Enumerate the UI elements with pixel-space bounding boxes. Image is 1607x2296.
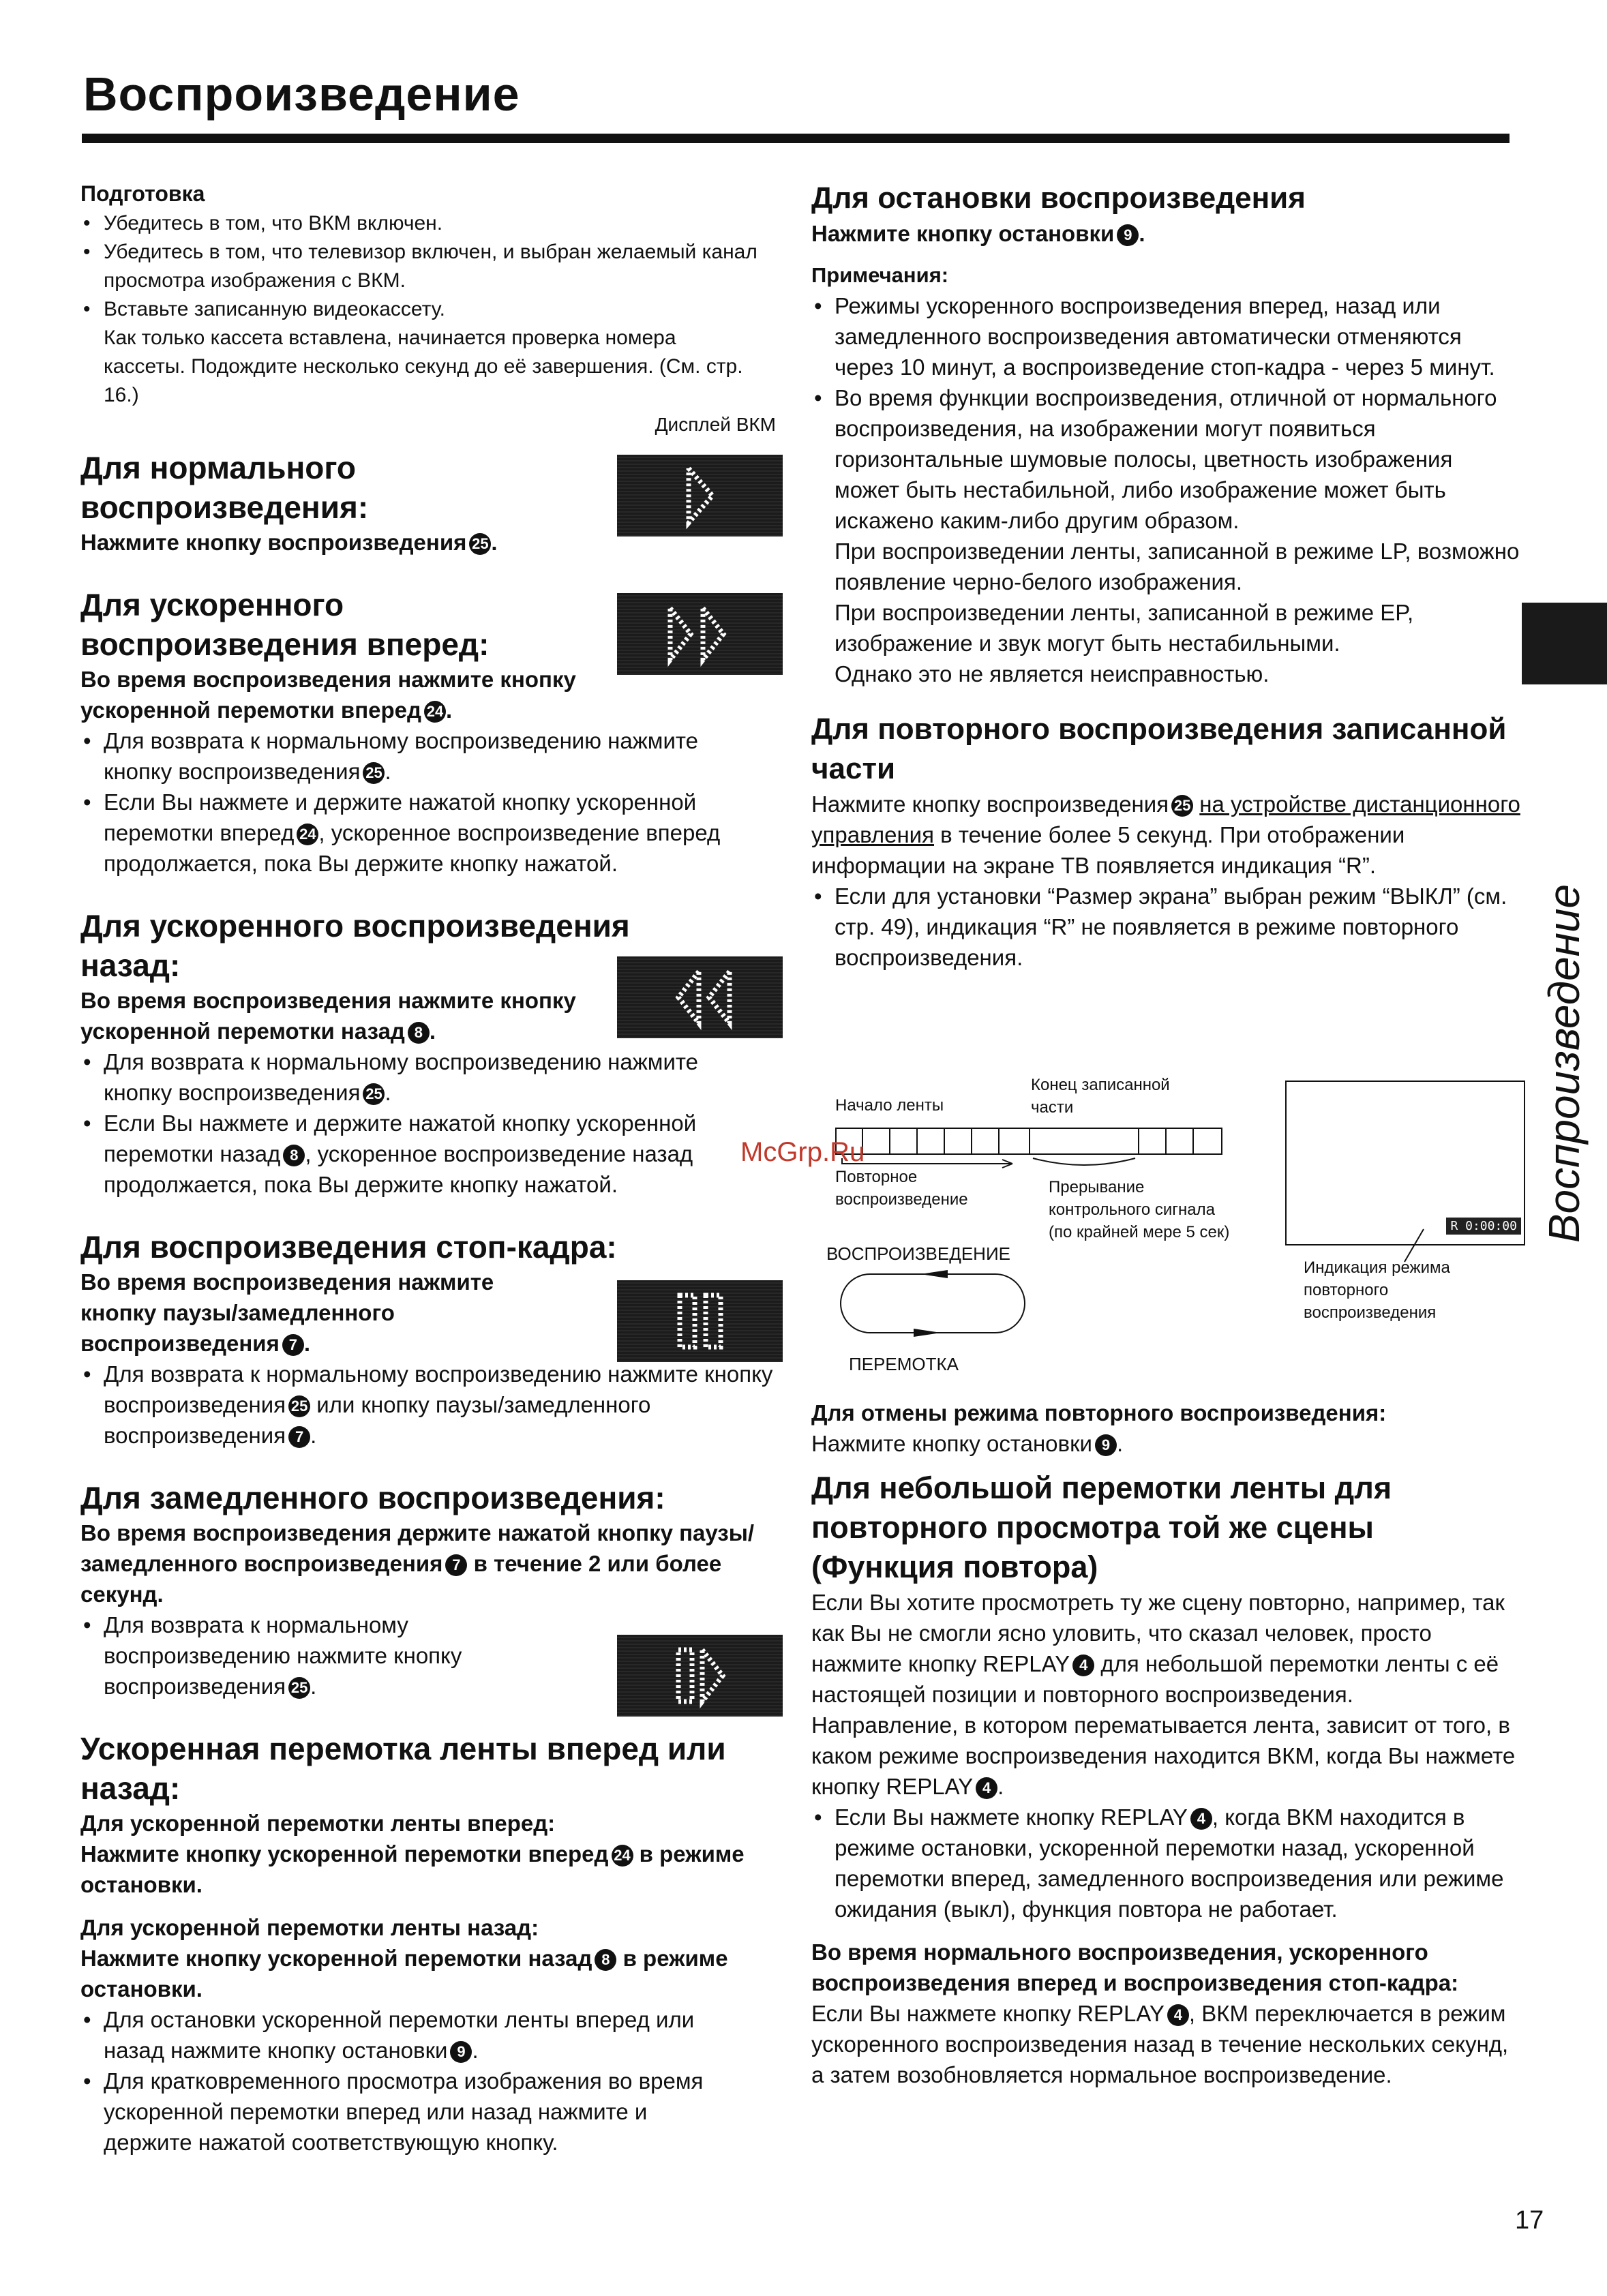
right-column-lower [811,1398,1520,2090]
tape-heading: Ускоренная перемотка ленты вперед или назад: [80,1731,726,1806]
tape-section: Ускоренная перемотка ленты вперед или назад: Для ускоренной перемотки ленты вперед: Нажмите кнопку ускоренной перемотки вперед 24 в режиме остановки. Для ускоренной перемотки ленты назад: Нажмите кнопку ускоренной перемотки назад 8 в режиме остановки. • Для остановки ускоренной перемотки ленты вперед или назад нажмите кнопку остановки 9 . • Для кратковременного просмотра изображения во время ускоренной перемотки вперед или назад нажмите и держите нажатой соответствующую кнопку. [80,1729,783,2158]
rew-heading: Для ускоренного воспроизведения назад: [80,908,630,983]
stop-section: Для остановки воспроизведения Нажмите кнопку остановки 9 . [811,179,1520,249]
normal-heading: Для нормального воспроизведения: [80,450,369,525]
diagram-tape-start: Начало ленты [835,1096,944,1115]
button-number-badge: 25 [363,762,385,784]
repeat-indicator: R 0:00:00 [1446,1218,1521,1235]
cancel-section: Для отмены режима повторного воспроизведения: Нажмите кнопку остановки 9 . [811,1398,1520,1459]
display-label: Дисплей ВКМ [655,414,776,435]
play-icon [617,455,783,537]
list-item: • Для возврата к нормальному воспроизведению нажмите кнопку воспроизведения 25 . [80,725,735,787]
button-number-badge: 25 [363,1083,385,1105]
button-number-badge: 25 [469,533,491,555]
list-item: • Если Вы нажмете и держите нажатой кнопку ускоренной перемотки назад 8 , ускоренное воспроизведение назад продолжается, пока Вы держите кнопку нажатой. [80,1108,735,1200]
repeat-heading: Для повторного воспроизведения записанной части [811,712,1507,785]
button-number-badge: 25 [288,1395,310,1417]
button-number-badge: 4 [976,1777,997,1799]
replay-list [811,1802,1520,1924]
tape-list [80,2004,735,2158]
diagram-rec-end: Конец записанной части [1031,1076,1170,1117]
left-column [80,179,783,2158]
repeat-diagram [818,1074,1527,1387]
slow-section: Для замедленного воспроизведения: Во время воспроизведения держите нажатой кнопку паузы/замедленного воспроизведения 7 в течение 2 или более секунд. • Для возврата к нормальному воспроизведению нажмите кнопку воспроизведения 25 . [80,1478,783,1702]
still-section: Для воспроизведения стоп-кадра: Во время воспроизведения нажмите кнопку паузы/замедленного воспроизведения 7 . • Для возврата к нормальному воспроизведению нажмите кнопку воспроизведения 25 или кнопку паузы/замедленного воспроизведения 7 . [80,1227,783,1451]
title-rule [82,134,1510,143]
diagram-break: Прерывание контрольного сигнала (по крайней мере 5 сек) [1049,1178,1230,1241]
button-number-badge: 4 [1072,1655,1094,1676]
repeat-list [811,881,1520,973]
notes-heading: Примечания: [811,263,949,287]
rew-list [80,1046,735,1200]
still-heading: Для воспроизведения стоп-кадра: [80,1229,617,1265]
button-number-badge: 4 [1190,1808,1212,1830]
cancel-heading: Для отмены режима повторного воспроизведения: [811,1400,1387,1425]
button-number-badge: 4 [1167,2004,1189,2026]
side-tab-marker [1522,603,1607,684]
loop-arrows [839,1263,1030,1352]
rew-instr: Во время воспроизведения нажмите кнопку ускоренной перемотки назад [80,988,576,1044]
button-number-badge: 24 [612,1845,633,1867]
list-item: • Для возврата к нормальному воспроизведению нажмите кнопку воспроизведения 25 . [80,1610,544,1702]
list-item: • Если для установки “Размер экрана” выбран режим “ВЫКЛ” (см. стр. 49), индикация “R” не появляется в режиме повторного воспроизведения. [811,881,1520,973]
list-item: • Если Вы нажмете и держите нажатой кнопку ускоренной перемотки вперед 24 , ускоренное воспроизведение вперед продолжается, пока Вы держите кнопку нажатой. [80,787,735,879]
page-title: Воспроизведение [83,67,520,121]
button-number-badge: 9 [1117,224,1139,246]
diagram-indicator-label: Индикация режима повторного воспроизведения [1304,1258,1450,1322]
fast-forward-icon [617,593,783,675]
still-instr: Во время воспроизведения нажмите кнопку паузы/замедленного воспроизведения [80,1269,494,1356]
ffwd-heading: Для ускоренного воспроизведения вперед: [80,587,490,662]
button-number-badge: 8 [595,1949,616,1971]
slow-instr: Во время воспроизведения держите нажатой кнопку паузы/замедленного воспроизведения [80,1520,755,1576]
display-rew [617,956,783,1038]
display-play [617,455,783,537]
button-number-badge: 25 [1171,795,1193,817]
list-item: • Для возврата к нормальному воспроизведению нажмите кнопку воспроизведения 25 или кнопку паузы/замедленного воспроизведения 7 . [80,1359,783,1451]
button-number-badge: 7 [288,1426,310,1448]
button-number-badge: 24 [424,701,446,723]
button-number-badge: 9 [1095,1434,1117,1456]
diagram-play-label: ВОСПРОИЗВЕДЕНИЕ [826,1243,1010,1264]
ffwd-section: Для ускоренного воспроизведения вперед: Во время воспроизведения нажмите кнопку ускоренной перемотки вперед 24 . • Для возврата к нормальному воспроизведению нажмите кнопку воспроизведения 25 . • Если Вы нажмете и держите нажатой кнопку ускоренной перемотки вперед 24 , ускоренное воспроизведение вперед продолжается, пока Вы держите кнопку нажатой. [80,585,783,879]
button-number-badge: 9 [450,2041,472,2063]
display-still [617,1280,783,1362]
button-number-badge: 25 [288,1677,310,1699]
notes-section [811,260,1520,689]
button-number-badge: 8 [283,1145,305,1166]
button-number-badge: 8 [408,1022,430,1044]
repeat-section: Для повторного воспроизведения записанной части Нажмите кнопку воспроизведения 25 на устройстве дистанционного управления в течение более 5 секунд. При отображении информации на экране ТВ появляется индикация “R”. • Если для установки “Размер экрана” выбран режим “ВЫКЛ” (см. стр. 49), индикация “R” не появляется в режиме повторного воспроизведения. [811,710,1520,973]
page-number: 17 [1515,2206,1544,2235]
normal-instr: Нажмите кнопку воспроизведения [80,530,467,555]
list-item: • Убедитесь в том, что телевизор включен, и выбран желаемый канал просмотра изображения с ВКМ. [80,238,783,295]
normal-section: Для нормального воспроизведения: Нажмите кнопку воспроизведения 25 . [80,448,783,558]
display-ffwd [617,593,783,675]
remote-control-link: на устройстве дистанционного управления [811,791,1520,847]
replay-section: Для небольшой перемотки ленты для повторного просмотра той же сцены (Функция повтора) Если Вы хотите просмотреть ту же сцену повторно, например, так как Вы не смогли ясно уловить, что сказал человек, просто нажмите кнопку REPLAY 4 для небольшой перемотки ленты с её настоящей позиции и повторного воспроизведения. Направление, в котором перематывается лента, зависит от того, в каком режиме воспроизведения находится ВКМ, когда Вы нажмете кнопку REPLAY 4 . • Если Вы нажмете кнопку REPLAY 4 , когда ВКМ находится в режиме остановки, ускоренной перемотки назад, ускоренной перемотки вперед, замедленного воспроизведения или режиме ожидания (выкл), функция повтора не работает. Во время нормального воспроизведения, ускоренного воспроизведения вперед и воспроизведения стоп-кадра: Если Вы нажмете кнопку REPLAY 4 , ВКМ переключается в режим ускоренного воспроизведения назад в течение нескольких секунд, а затем возобновляется нормальное воспроизведение. [811,1468,1520,2090]
slow-heading: Для замедленного воспроизведения: [80,1480,665,1515]
ffwd-instr: Во время воспроизведения нажмите кнопку ускоренной перемотки вперед [80,667,576,723]
prep-list [80,209,783,324]
diagram-rewind-label: ПЕРЕМОТКА [849,1354,959,1374]
list-item: • Если Вы нажмете кнопку REPLAY 4 , когда ВКМ находится в режиме остановки, ускоренной перемотки назад, ускоренной перемотки вперед, замедленного воспроизведения или режиме ожидания (выкл), функция повтора не работает. [811,1802,1520,1924]
side-tab-text: Воспроизведение [1540,883,1589,1243]
button-number-badge: 24 [297,824,318,845]
display-slow [617,1635,783,1717]
list-item: • Вставьте записанную видеокассету. [80,295,783,324]
tv-screen [1285,1081,1525,1245]
tape-back-head: Для ускоренной перемотки ленты назад: [80,1915,539,1940]
replay-heading: Для небольшой перемотки ленты для повторного просмотра той же сцены (Функция повтора) [811,1470,1392,1584]
prep-section [80,179,783,438]
notes-list [811,290,1520,689]
diagram-repeat: Повторное воспроизведение [835,1168,968,1209]
slow-list [80,1610,544,1702]
rew-section: Для ускоренного воспроизведения назад: Во время воспроизведения нажмите кнопку ускоренной перемотки назад 8 . • Для возврата к нормальному воспроизведению нажмите кнопку воспроизведения 25 . • Если Вы нажмете и держите нажатой кнопку ускоренной перемотки назад 8 , ускоренное воспроизведение назад продолжается, пока Вы держите кнопку нажатой. [80,906,783,1200]
slow-play-icon [617,1635,783,1717]
list-item: • Убедитесь в том, что ВКМ включен. [80,209,783,238]
list-item: • Для кратковременного просмотра изображения во время ускоренной перемотки вперед или назад нажмите и держите нажатой соответствующую кнопку. [80,2066,735,2158]
prep-extra: Как только кассета вставлена, начинается проверка номера кассеты. Подождите несколько секунд до её завершения. (См. стр. 16.) [104,327,743,406]
list-item: • Для возврата к нормальному воспроизведению нажмите кнопку воспроизведения 25 . [80,1046,735,1108]
list-item: • Режимы ускоренного воспроизведения вперед, назад или замедленного воспроизведения автоматически отменяются через 10 минут, а воспроизведение стоп-кадра - через 5 минут. [811,290,1520,382]
list-item: • Во время функции воспроизведения, отличной от нормального воспроизведения, на изображении могут появиться горизонтальные шумовые полосы, цветность изображения может быть нестабильной, либо изображение может быть искажено каким-либо другим образом. При воспроизведении ленты, записанной в режиме LP, возможно появление черно-белого изображения. При воспроизведении ленты, записанной в режиме EP, изображение и звук могут быть нестабильными. Однако это не является неисправностью. [811,382,1520,689]
right-column [811,179,1520,973]
still-list [80,1359,783,1451]
list-item: • Для остановки ускоренной перемотки ленты вперед или назад нажмите кнопку остановки 9 . [80,2004,735,2066]
rewind-icon [617,956,783,1038]
pause-icon [617,1280,783,1362]
ffwd-list [80,725,735,879]
button-number-badge: 7 [445,1554,467,1576]
replay-sub-head: Во время нормального воспроизведения, ускоренного воспроизведения вперед и воспроизведения стоп-кадра: [811,1939,1459,1995]
tape-fwd-head: Для ускоренной перемотки ленты вперед: [80,1811,556,1836]
watermark: McGrp.Ru [740,1137,865,1167]
prep-heading: Подготовка [80,181,205,206]
button-number-badge: 7 [282,1334,304,1356]
stop-heading: Для остановки воспроизведения [811,181,1306,215]
